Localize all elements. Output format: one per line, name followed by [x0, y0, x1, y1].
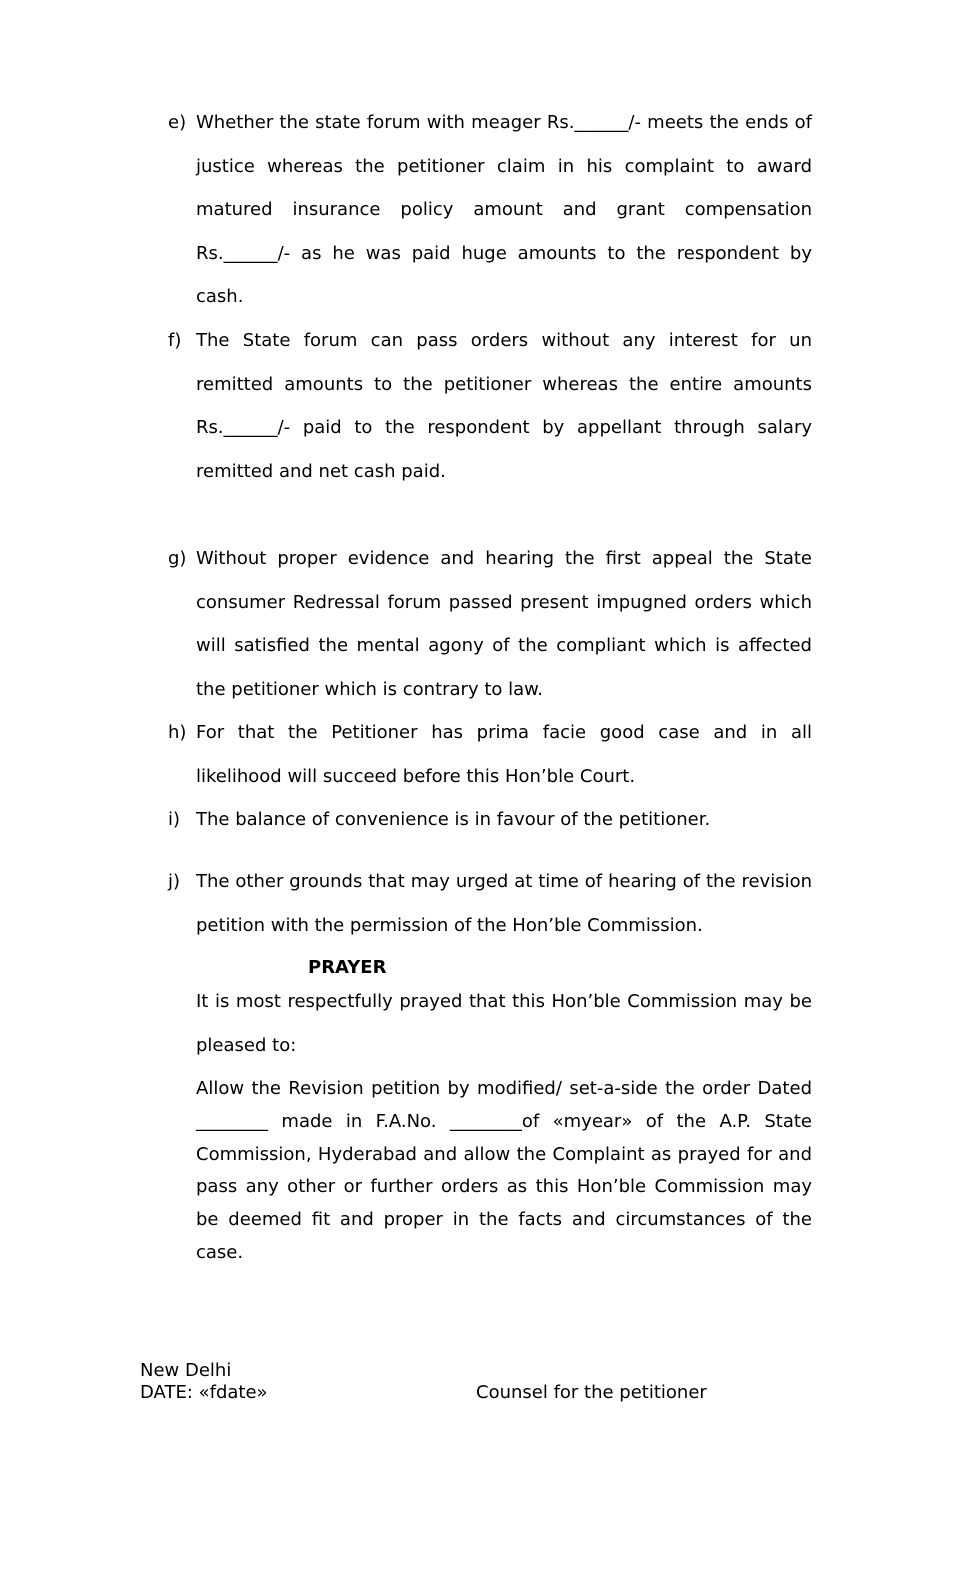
ground-g [168, 537, 812, 711]
ground-text: The State forum can pass orders without any interest for un remitted amounts to the petitioner whereas the entire amounts Rs.______/- paid to the respondent by appellant through salary remitted and net cash paid. [196, 330, 812, 482]
footer-signature: Counsel for the petitioner [476, 1382, 707, 1403]
ground-e [168, 101, 812, 319]
ground-h [168, 711, 812, 798]
ground-marker: f) [168, 330, 182, 351]
ground-f [168, 319, 812, 493]
ground-marker: e) [168, 112, 187, 133]
ground-text: The other grounds that may urged at time of hearing of the revision petition with the permission of the Hon’ble Commission. [196, 871, 812, 936]
ground-j [168, 860, 812, 947]
ground-text: Without proper evidence and hearing the first appeal the State consumer Redressal forum passed present impugned orders which will satisfied the mental agony of the compliant which is affected the petitioner which is contrary to law. [196, 548, 812, 700]
footer-place: New Delhi [140, 1360, 232, 1381]
ground-marker: i) [168, 809, 181, 830]
footer-date: DATE: «fdate» [140, 1382, 268, 1403]
ground-text: Whether the state forum with meager Rs.______/- meets the ends of justice whereas the petitioner claim in his complaint to award matured insurance policy amount and grant compensation Rs.______/- as he was paid huge amounts to the respondent by cash. [196, 112, 812, 308]
ground-marker: j) [168, 871, 181, 892]
ground-marker: h) [168, 722, 187, 743]
ground-i [168, 798, 812, 842]
ground-marker: g) [168, 548, 187, 569]
prayer-intro: It is most respectfully prayed that this Hon’ble Commission may be pleased to: [196, 991, 812, 1056]
prayer-heading: PRAYER [308, 957, 387, 978]
ground-text: The balance of convenience is in favour of the petitioner. [196, 809, 711, 830]
prayer-body: Allow the Revision petition by modified/ set-a-side the order Dated ________ made in F.A.No. ________of «myear» of the A.P. State Commission, Hyderabad and allow the Complaint as prayed for and pass any other or further orders as this Hon’ble Commission may be deemed fit and proper in the facts and circumstances of the case. [196, 1078, 812, 1263]
ground-text: For that the Petitioner has prima facie good case and in all likelihood will succeed before this Hon’ble Court. [196, 722, 812, 787]
